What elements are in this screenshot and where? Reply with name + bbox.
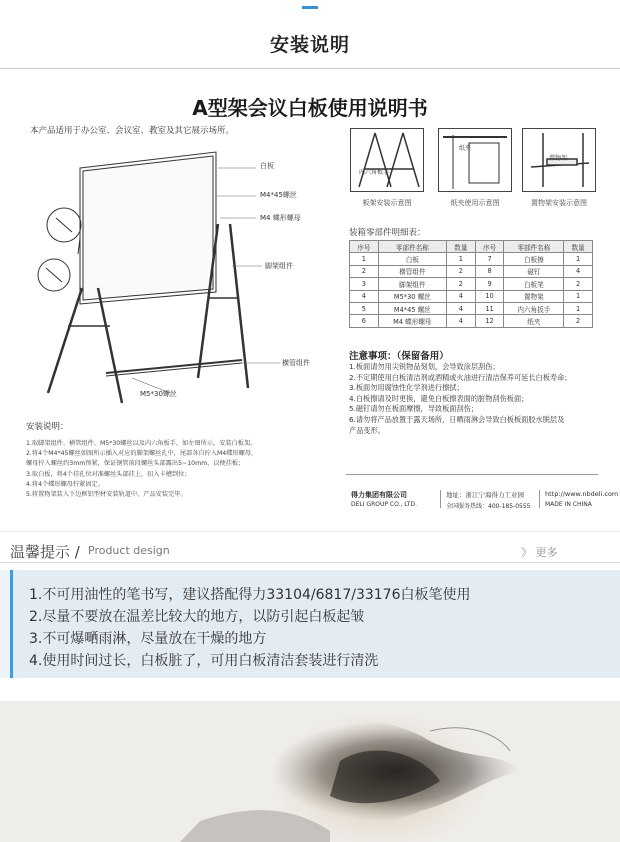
table-row — [350, 315, 593, 327]
install-instructions — [26, 420, 326, 500]
parts-list-title: 装箱零部件明细表： — [349, 228, 426, 238]
table-cell: 4 — [447, 290, 476, 302]
header-accent-mark — [302, 6, 318, 9]
table-cell: 8 — [475, 265, 504, 277]
figure-caption: 板架安装示意图 — [362, 199, 412, 207]
table-cell: 置物架 — [504, 290, 564, 302]
label-leg: 脚架组件 — [265, 262, 293, 270]
ink-splash-drawing — [0, 701, 620, 842]
table-cell: 7 — [475, 253, 504, 265]
table-cell: 4 — [564, 265, 593, 277]
table-cell: 1 — [564, 302, 593, 314]
figure-inner-label: 纸夹 — [459, 145, 472, 152]
table-row — [350, 290, 593, 302]
notice-item: 6.请勿将产品放置于露天场所，日晒雨淋会导致白板板面胶水脱层及 — [349, 414, 565, 424]
install-step: 1.取脚架组件、横管组件、M5*30螺丝以及内六角板手，如左图所示，安装白板架。 — [26, 440, 257, 447]
notice-list — [349, 362, 609, 436]
tip-line: 3.不可爆嗮雨淋，尽量放在干燥的地方 — [29, 631, 267, 647]
company-name: 得力集团有限公司 — [351, 491, 407, 499]
parts-table-header — [350, 241, 593, 253]
table-cell: 1 — [350, 253, 379, 265]
whiteboard-assembly-diagram — [20, 138, 320, 423]
notice-item: 2.不定期使用白板清洁剂或酒精或火油进行清洁保养可延长白板寿命； — [349, 372, 572, 382]
table-cell: 2 — [350, 265, 379, 277]
install-step: 5.将置物架装入下边框铝型材安装轨道中，产品安装完毕。 — [26, 491, 187, 499]
table-cell: 白板 — [378, 253, 446, 265]
label-screw: M4*45螺丝 — [260, 191, 297, 199]
table-cell: 白板擦 — [504, 253, 564, 265]
table-cell: 2 — [564, 315, 593, 327]
header-cell: 序号 — [350, 241, 379, 253]
table-cell: 4 — [447, 315, 476, 327]
paper-clip-drawing — [439, 129, 511, 191]
frame-install-drawing — [351, 129, 423, 191]
manual-sheet — [20, 80, 619, 514]
figure-frame-install — [350, 128, 424, 192]
label-nut: M4 蝶形螺母 — [260, 214, 301, 222]
table-row — [350, 302, 593, 314]
table-cell: 6 — [350, 315, 379, 327]
notice-item: 3.板面勿用腐蚀性化学剂进行擦拭； — [349, 383, 464, 393]
company-name-en: DELI GROUP CO., LTD. — [351, 501, 417, 508]
tips-title: 温馨提示 / — [10, 543, 80, 561]
footer-separator — [539, 490, 540, 508]
table-cell: 纸夹 — [504, 315, 564, 327]
table-cell: 12 — [475, 315, 504, 327]
tips-divider — [0, 562, 620, 563]
service-hotline: 全国服务热线：400-185-0555 — [446, 503, 531, 510]
figure-caption: 纸夹使用示意图 — [450, 199, 500, 207]
table-cell: 磁钉 — [504, 265, 564, 277]
table-cell: 4 — [447, 302, 476, 314]
table-cell: 白板笔 — [504, 278, 564, 290]
table-cell: 1 — [564, 253, 593, 265]
label-crossbar: 横管组件 — [282, 359, 310, 367]
company-address: 地址：浙江宁海得力工业园 — [446, 491, 524, 499]
tip-line: 2.尽量不要放在温差比较大的地方，以防引起白板起皱 — [29, 609, 365, 625]
label-board: 白板 — [260, 162, 274, 170]
header-cell: 数量 — [447, 241, 476, 253]
page-title: 安装说明 — [269, 34, 350, 56]
table-row — [350, 253, 593, 265]
header-cell: 数量 — [564, 241, 593, 253]
tip-line: 4.使用时间过长，白板脏了，可用白板清洁套装进行清洗 — [29, 653, 379, 669]
table-cell: 1 — [447, 253, 476, 265]
table-cell: 2 — [447, 278, 476, 290]
install-step: 螺母拧入螺丝约3mm预紧，保证钢管前段螺丝头部露出5~10mm，以便挂板； — [26, 460, 245, 468]
parts-table — [349, 240, 593, 328]
figure-paper-clip — [438, 128, 512, 192]
header-cell: 序号 — [475, 241, 504, 253]
table-cell: M5*30 螺丝 — [378, 290, 446, 302]
company-website: http://www.nbdeli.com — [545, 490, 619, 498]
label-m5-screw: M5*30螺丝 — [140, 390, 177, 398]
tips-subtitle: Product design — [88, 544, 170, 557]
header-cell: 零部件名称 — [378, 241, 446, 253]
table-cell: 5 — [350, 302, 379, 314]
table-cell: 1 — [564, 290, 593, 302]
table-row — [350, 278, 593, 290]
manual-intro: 本产品适用于办公室、会议室、教室及其它展示场所。 — [30, 126, 235, 136]
table-cell: 11 — [475, 302, 504, 314]
tips-left-band — [0, 570, 10, 678]
table-row — [350, 265, 593, 277]
notice-item: 4.白板擦请及时更换，避免白板擦表面的脏物刮伤板面； — [349, 393, 529, 403]
more-link[interactable]: 》 更多 — [521, 546, 558, 559]
table-cell: 10 — [475, 290, 504, 302]
header-divider — [0, 68, 620, 69]
table-cell: 2 — [564, 278, 593, 290]
table-cell: 横管组件 — [378, 265, 446, 277]
table-cell: 内六角扳手 — [504, 302, 564, 314]
notice-item: 1.板面请勿用尖锐物品刻划，会导致涂层刮伤； — [349, 362, 500, 371]
install-step: 3.取白板，将4个挂孔位对准螺丝头部挂上，扣入卡槽到位； — [26, 470, 191, 478]
notice-title: 注意事项：（保留备用） — [349, 351, 449, 362]
install-step: 4.将4个蝶形螺母拧紧固定。 — [26, 480, 104, 488]
figure-inner-label: 内六角板手 — [359, 169, 390, 176]
table-cell: 9 — [475, 278, 504, 290]
made-in-label: MADE IN CHINA — [545, 501, 592, 508]
notice-item: 产品变形。 — [349, 425, 385, 435]
figure-caption: 置物架安装示意图 — [531, 199, 587, 207]
table-cell: 脚架组件 — [378, 278, 446, 290]
table-cell: 4 — [350, 290, 379, 302]
header-cell: 零部件名称 — [504, 241, 564, 253]
table-cell: 2 — [447, 265, 476, 277]
footer-separator — [440, 490, 441, 508]
manual-footer-divider — [346, 474, 598, 475]
figure-shelf-install — [522, 128, 596, 192]
table-cell: M4 蝶形螺母 — [378, 315, 446, 327]
tips-box — [10, 570, 620, 678]
figure-inner-label: 置物架 — [549, 155, 568, 162]
install-title: 安装说明： — [26, 422, 69, 432]
install-step: 2.将4个M4*45螺丝如图所示插入对应的脚架螺丝孔中，尾部各自拧入M4蝶形螺母， — [26, 450, 258, 458]
table-cell: 3 — [350, 278, 379, 290]
table-cell: M4*45 螺丝 — [378, 302, 446, 314]
manual-title: A型架会议白板使用说明书 — [192, 96, 428, 120]
notice-item: 5.磁钉请勿在板面摩擦，导致板面刮伤； — [349, 404, 479, 414]
tip-line: 1.不可用油性的笔书写，建议搭配得力33104/6817/33176白板笔使用 — [29, 587, 471, 603]
ink-splash-image — [0, 701, 620, 842]
